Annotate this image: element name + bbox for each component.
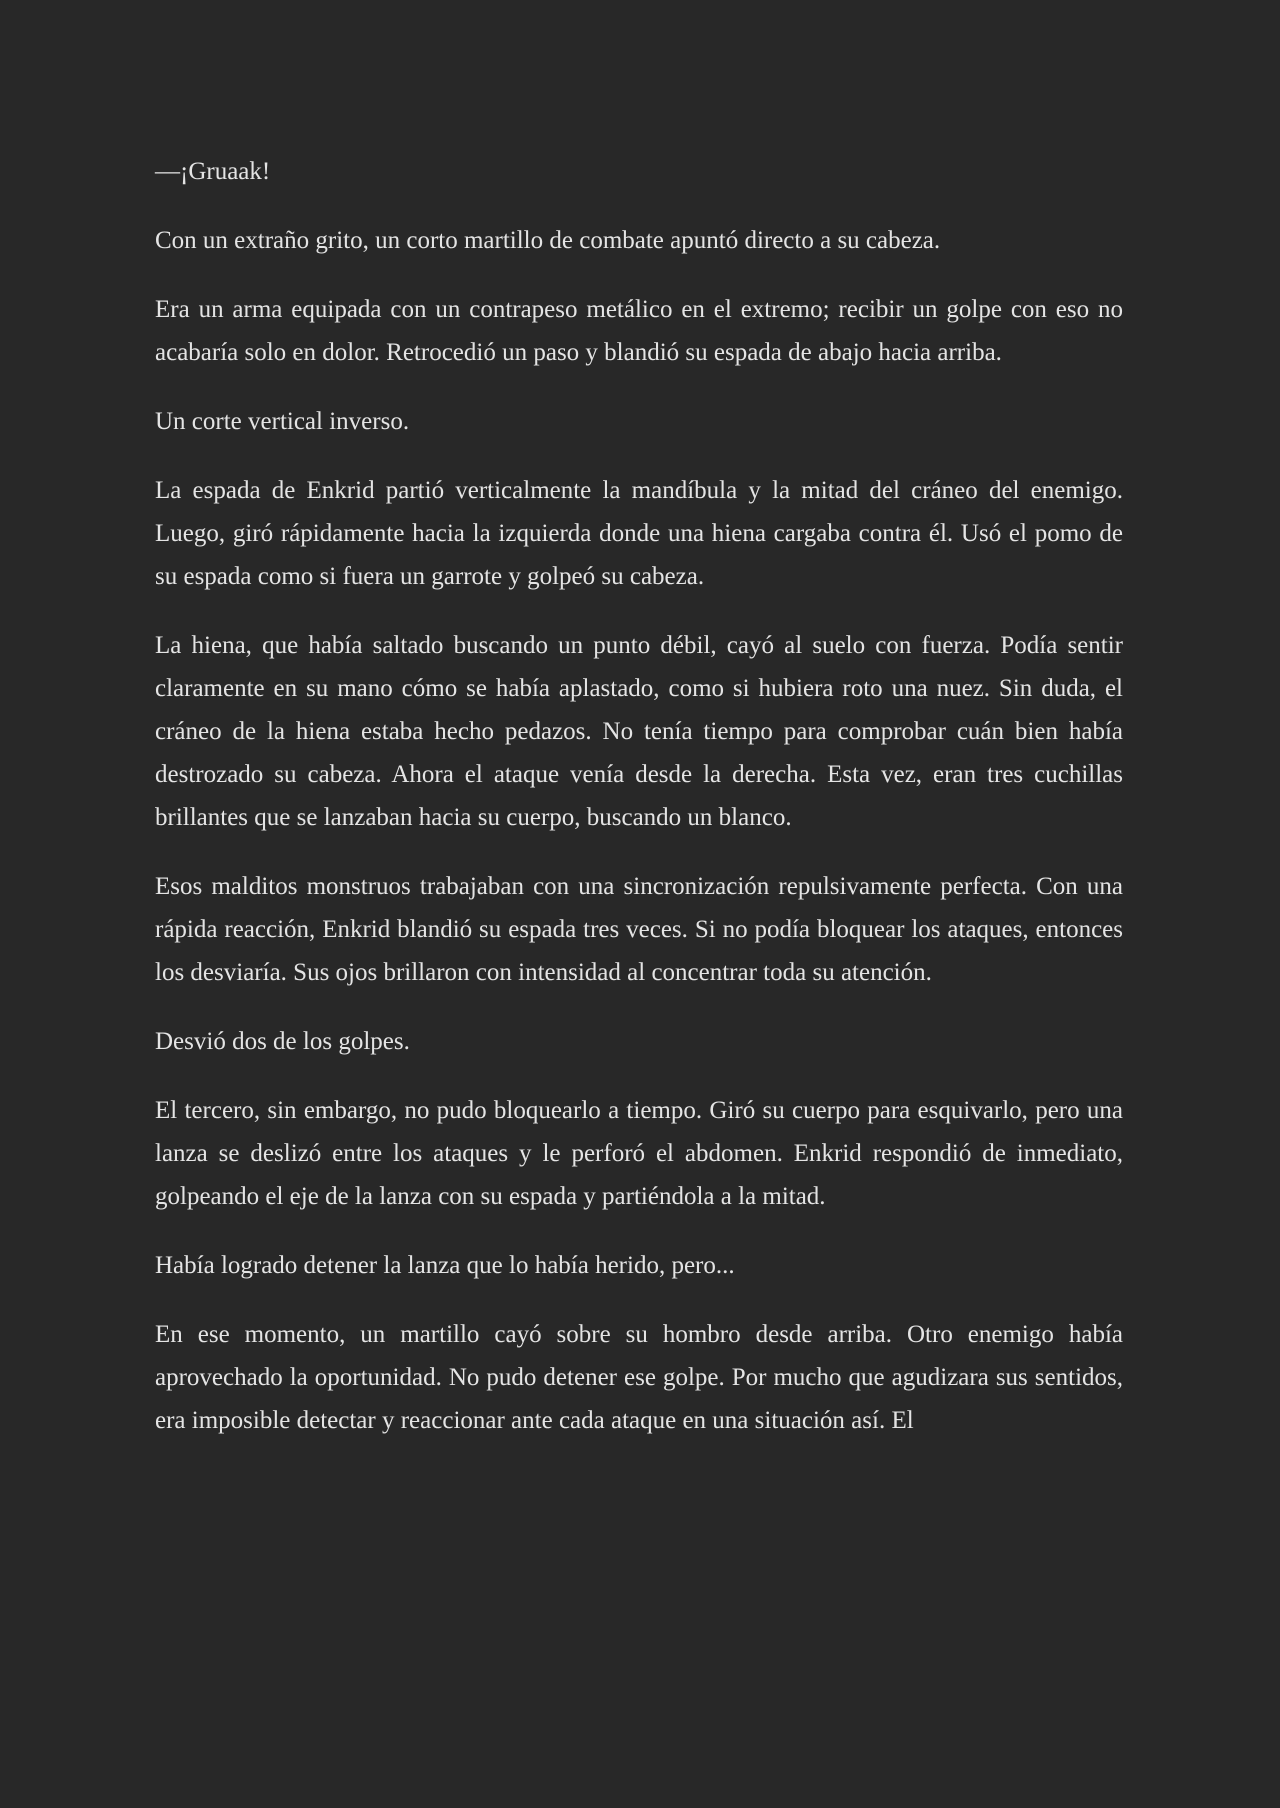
paragraph-7: Esos malditos monstruos trabajaban con una sincronización repulsivamente perfecta. Con una rápida reacción, Enkrid blandió su espada tres veces. Si no podía bloquear los ataques, entonces los desviaría. Sus ojos brillaron con intensidad al concentrar toda su atención. [155,873,1123,986]
paragraph-8: Desvió dos de los golpes. [155,1028,410,1055]
reading-page [155,150,1123,1468]
paragraph-1: —¡Gruaak! [155,158,271,185]
paragraph-5: La espada de Enkrid partió verticalmente la mandíbula y la mitad del cráneo del enemigo. Luego, giró rápidamente hacia la izquierda donde una hiena cargaba contra él. Usó el pomo de su espada como si fuera un garrote y golpeó su cabeza. [155,477,1123,590]
paragraph-10: Había logrado detener la lanza que lo había herido, pero... [155,1252,735,1279]
paragraph-9: El tercero, sin embargo, no pudo bloquearlo a tiempo. Giró su cuerpo para esquivarlo, pero una lanza se deslizó entre los ataques y le perforó el abdomen. Enkrid respondió de inmediato, golpeando el eje de la lanza con su espada y partiéndola a la mitad. [155,1097,1123,1210]
paragraph-4: Un corte vertical inverso. [155,408,410,435]
paragraph-3: Era un arma equipada con un contrapeso metálico en el extremo; recibir un golpe con eso no acabaría solo en dolor. Retrocedió un paso y blandió su espada de abajo hacia arriba. [155,296,1123,366]
paragraph-11: En ese momento, un martillo cayó sobre su hombro desde arriba. Otro enemigo había aprovechado la oportunidad. No pudo detener ese golpe. Por mucho que agudizara sus sentidos, era imposible detectar y reaccionar ante cada ataque en una situación así. El [155,1321,1123,1434]
paragraph-2: Con un extraño grito, un corto martillo de combate apuntó directo a su cabeza. [155,227,941,254]
paragraph-6: La hiena, que había saltado buscando un punto débil, cayó al suelo con fuerza. Podía sentir claramente en su mano cómo se había aplastado, como si hubiera roto una nuez. Sin duda, el cráneo de la hiena estaba hecho pedazos. No tenía tiempo para comprobar cuán bien había destrozado su cabeza. Ahora el ataque venía desde la derecha. Esta vez, eran tres cuchillas brillantes que se lanzaban hacia su cuerpo, buscando un blanco. [155,632,1123,831]
